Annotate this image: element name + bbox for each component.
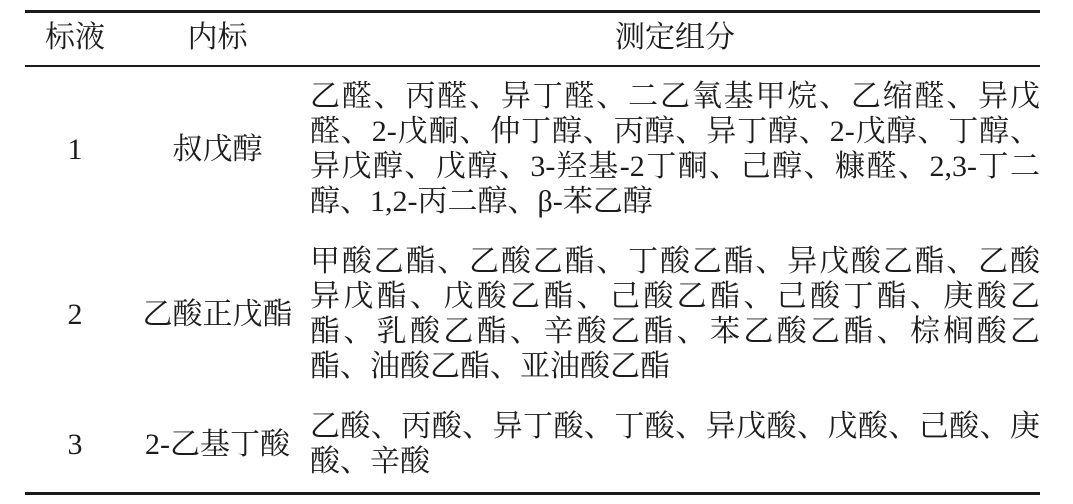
table-row	[25, 232, 1040, 397]
component-line: 乙醛、丙醛、异丁醛、二乙氧基甲烷、乙缩醛、异戊	[310, 80, 1040, 113]
internal-standard-name: 叔戊醇	[172, 132, 263, 166]
component-line: 酯、油酸乙酯、亚油酸乙酯	[310, 350, 670, 383]
component-line: 醛、2-戊酮、仲丁醇、丙醇、异丁醇、2-戊醇、丁醇、	[310, 115, 1040, 148]
component-line: 乙酸、丙酸、异丁酸、丁酸、异戊酸、戊酸、己酸、庚	[310, 410, 1040, 443]
component-line: 异戊酯、戊酸乙酯、己酸乙酯、己酸丁酯、庚酸乙	[310, 280, 1040, 313]
standard-solution-number: 2	[67, 297, 83, 331]
header-internal-standard: 内标	[125, 12, 310, 67]
component-line: 酯、乳酸乙酯、辛酸乙酯、苯乙酸乙酯、棕榈酸乙	[310, 315, 1040, 348]
measured-components-list	[310, 66, 1040, 232]
table-header	[25, 12, 1040, 67]
header-row	[25, 12, 1040, 67]
header-measured-components: 测定组分	[310, 12, 1040, 67]
table-body	[25, 66, 1040, 494]
component-line: 酸、辛酸	[310, 445, 430, 478]
standard-solution-number: 3	[67, 427, 83, 461]
header-standard-solution: 标液	[25, 12, 125, 67]
table-row	[25, 66, 1040, 232]
table-row	[25, 397, 1040, 494]
internal-standard-name: 乙酸正戊酯	[142, 297, 293, 331]
standards-table	[25, 10, 1040, 495]
measured-components-list	[310, 397, 1040, 494]
component-line: 醇、1,2-丙二醇、β-苯乙醇	[310, 185, 653, 218]
standard-solution-number: 1	[67, 132, 83, 166]
component-line: 甲酸乙酯、乙酸乙酯、丁酸乙酯、异戊酸乙酯、乙酸	[310, 245, 1040, 278]
component-line: 异戊醇、戊醇、3-羟基-2丁酮、己醇、糠醛、2,3-丁二	[310, 150, 1040, 183]
measured-components-list	[310, 232, 1040, 397]
internal-standard-name: 2-乙基丁酸	[145, 427, 290, 461]
